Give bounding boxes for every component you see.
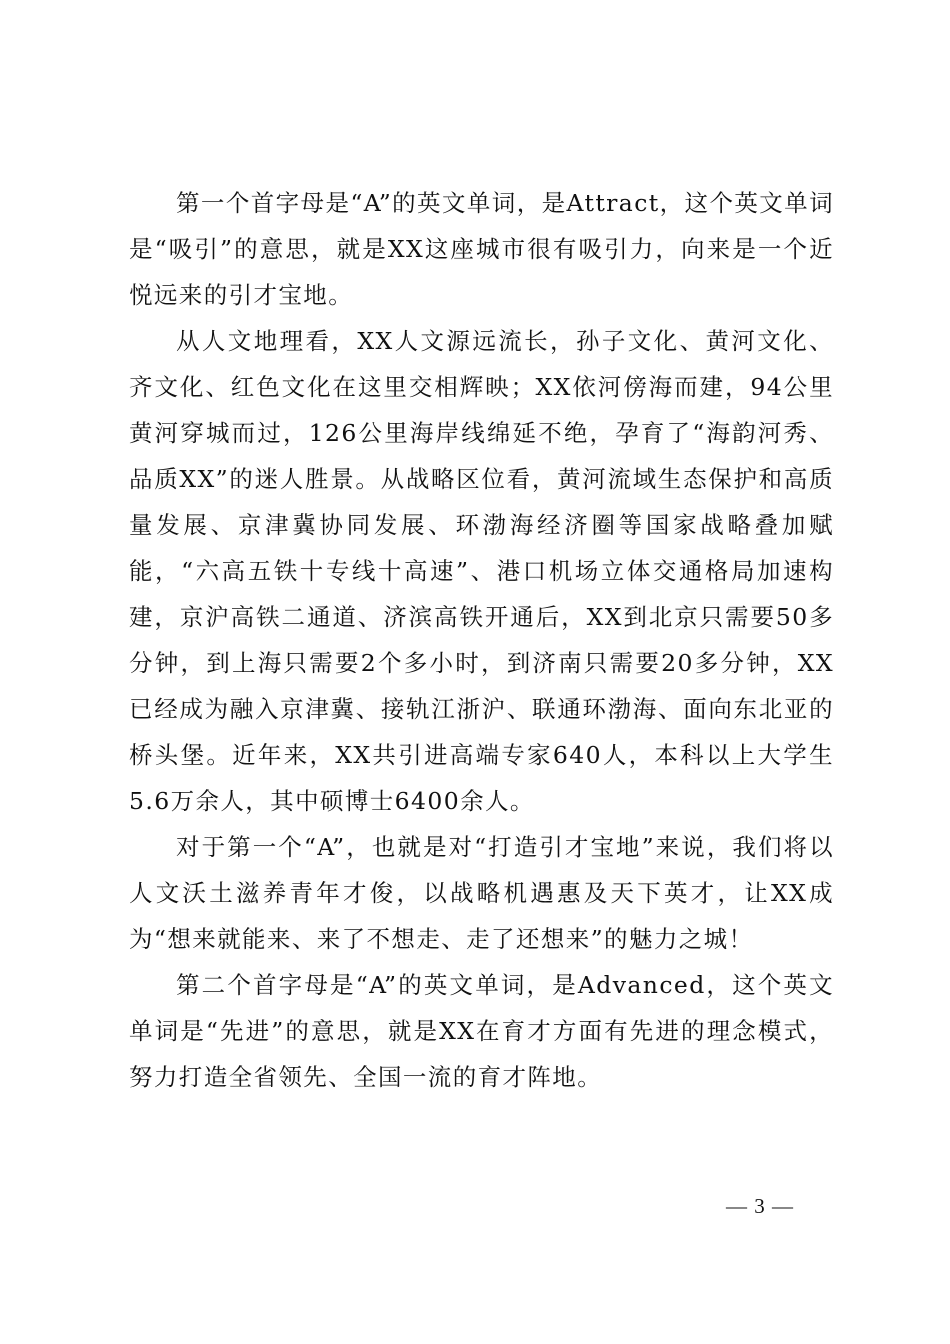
paragraph-first-a-summary: 对于第一个“A”，也就是对“打造引才宝地”来说，我们将以人文沃土滋养青年才俊，以战略机遇惠及天下英才，让XX成为“想来就能来、来了不想走、走了还想来”的魅力之城！ [129, 833, 834, 953]
paragraph-attract-intro: 第一个首字母是“A”的英文单词，是Attract，这个英文单词是“吸引”的意思，就是XX这座城市很有吸引力，向来是一个近悦远来的引才宝地。 [129, 189, 834, 309]
paragraph-advanced-intro: 第二个首字母是“A”的英文单词，是Advanced，这个英文单词是“先进”的意思，就是XX在育才方面有先进的理念模式，努力打造全省领先、全国一流的育才阵地。 [129, 971, 834, 1091]
document-body [129, 180, 834, 1100]
paragraph-geography-strategy: 从人文地理看，XX人文源远流长，孙子文化、黄河文化、齐文化、红色文化在这里交相辉映；XX依河傍海而建，94公里黄河穿城而过，126公里海岸线绵延不绝，孕育了“海韵河秀、品质XX”的迷人胜景。从战略区位看，黄河流域生态保护和高质量发展、京津冀协同发展、环渤海经济圈等国家战略叠加赋能，“六高五铁十专线十高速”、港口机场立体交通格局加速构建，京沪高铁二通道、济滨高铁开通后，XX到北京只需要50多分钟，到上海只需要2个多小时，到济南只需要20多分钟，XX已经成为融入京津冀、接轨江浙沪、联通环渤海、面向东北亚的桥头堡。近年来，XX共引进高端专家640人，本科以上大学生5.6万余人，其中硕博士6400余人。 [129, 327, 834, 815]
page-number: — 3 — [726, 1194, 794, 1218]
